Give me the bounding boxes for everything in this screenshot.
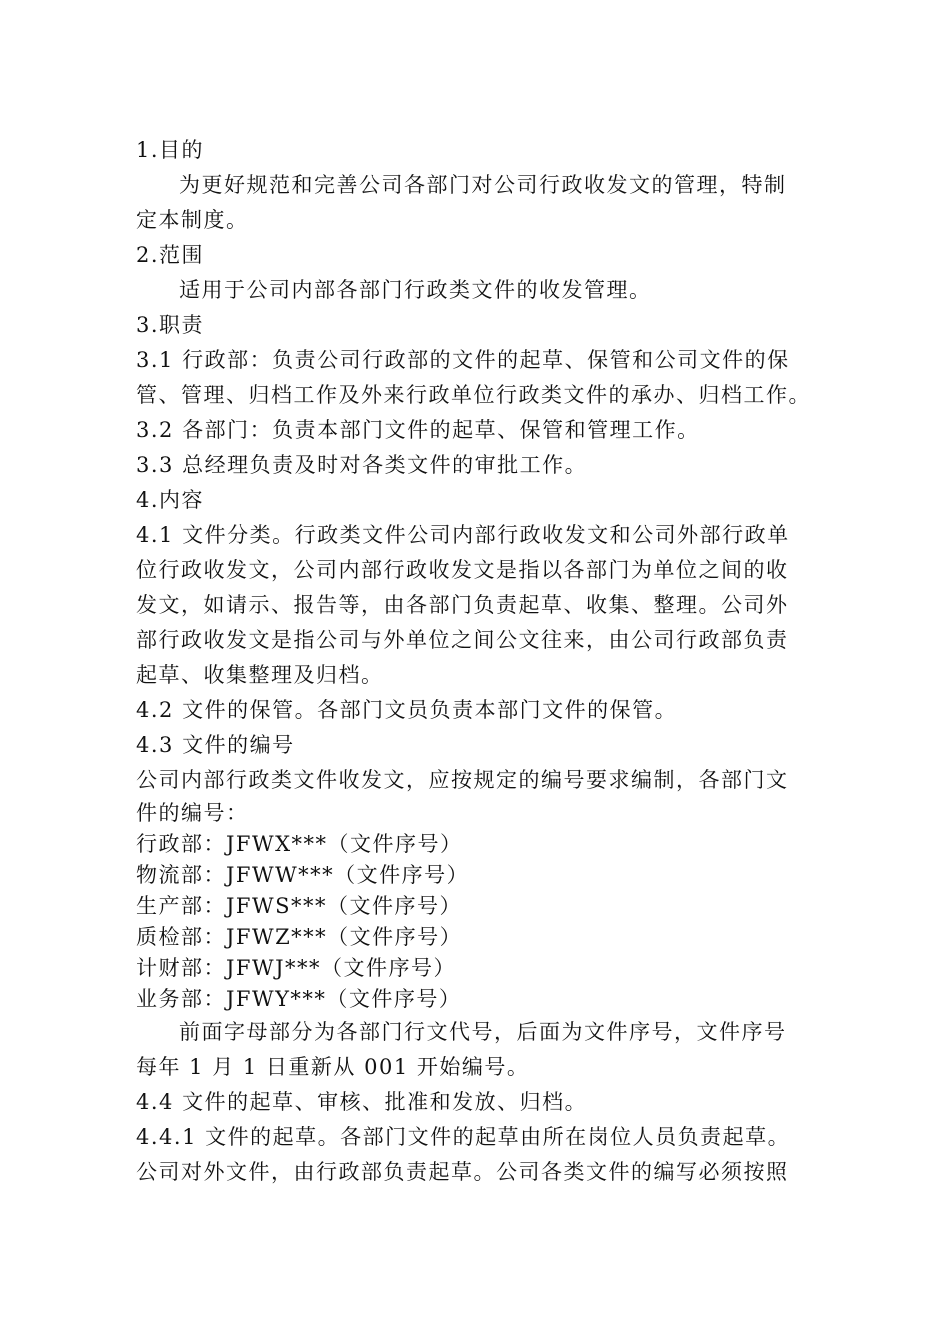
document-line: 3.2 各部门：负责本部门文件的起草、保管和管理工作。 (136, 418, 700, 442)
document-line: 3.职责 (136, 313, 205, 337)
document-line: 3.3 总经理负责及时对各类文件的审批工作。 (136, 453, 588, 477)
document-line: 件的编号： (136, 801, 249, 825)
document-line: 为更好规范和完善公司各部门对公司行政收发文的管理，特制 (179, 173, 787, 197)
document-line: 适用于公司内部各部门行政类文件的收发管理。 (179, 278, 652, 302)
document-line: 每年 1 月 1 日重新从 001 开始编号。 (136, 1055, 530, 1079)
document-line: 3.1 行政部：负责公司行政部的文件的起草、保管和公司文件的保 (136, 348, 790, 372)
document-line: 4.4.1 文件的起草。各部门文件的起草由所在岗位人员负责起草。 (136, 1125, 791, 1149)
document-line: 计财部：JFWJ***（文件序号） (136, 956, 456, 980)
document-line: 行政部：JFWX***（文件序号） (136, 832, 463, 856)
document-line: 2.范围 (136, 243, 205, 267)
document-line: 公司内部行政类文件收发文，应按规定的编号要求编制，各部门文 (136, 768, 789, 792)
document-line: 公司对外文件，由行政部负责起草。公司各类文件的编写必须按照 (136, 1160, 789, 1184)
document-line: 前面字母部分为各部门行文代号，后面为文件序号，文件序号 (179, 1020, 787, 1044)
document-line: 定本制度。 (136, 208, 249, 232)
document-line: 发文，如请示、报告等，由各部门负责起草、收集、整理。公司外 (136, 593, 789, 617)
document-line: 4.内容 (136, 488, 205, 512)
document-body (136, 133, 826, 1190)
document-line: 4.4 文件的起草、审核、批准和发放、归档。 (136, 1090, 588, 1114)
document-line: 生产部：JFWS***（文件序号） (136, 894, 462, 918)
document-line: 质检部：JFWZ***（文件序号） (136, 925, 463, 949)
document-line: 业务部：JFWY***（文件序号） (136, 987, 462, 1011)
document-line: 起草、收集整理及归档。 (136, 663, 384, 687)
document-line: 部行政收发文是指公司与外单位之间公文往来，由公司行政部负责 (136, 628, 789, 652)
document-line: 4.2 文件的保管。各部门文员负责本部门文件的保管。 (136, 698, 678, 722)
document-line: 1.目的 (136, 138, 205, 162)
document-line: 4.1 文件分类。行政类文件公司内部行政收发文和公司外部行政单 (136, 523, 790, 547)
document-line: 4.3 文件的编号 (136, 733, 295, 757)
document-line: 管、管理、归档工作及外来行政单位行政类文件的承办、归档工作。 (136, 383, 811, 407)
document-line: 物流部：JFWW***（文件序号） (136, 863, 470, 887)
document-line: 位行政收发文，公司内部行政收发文是指以各部门为单位之间的收 (136, 558, 789, 582)
